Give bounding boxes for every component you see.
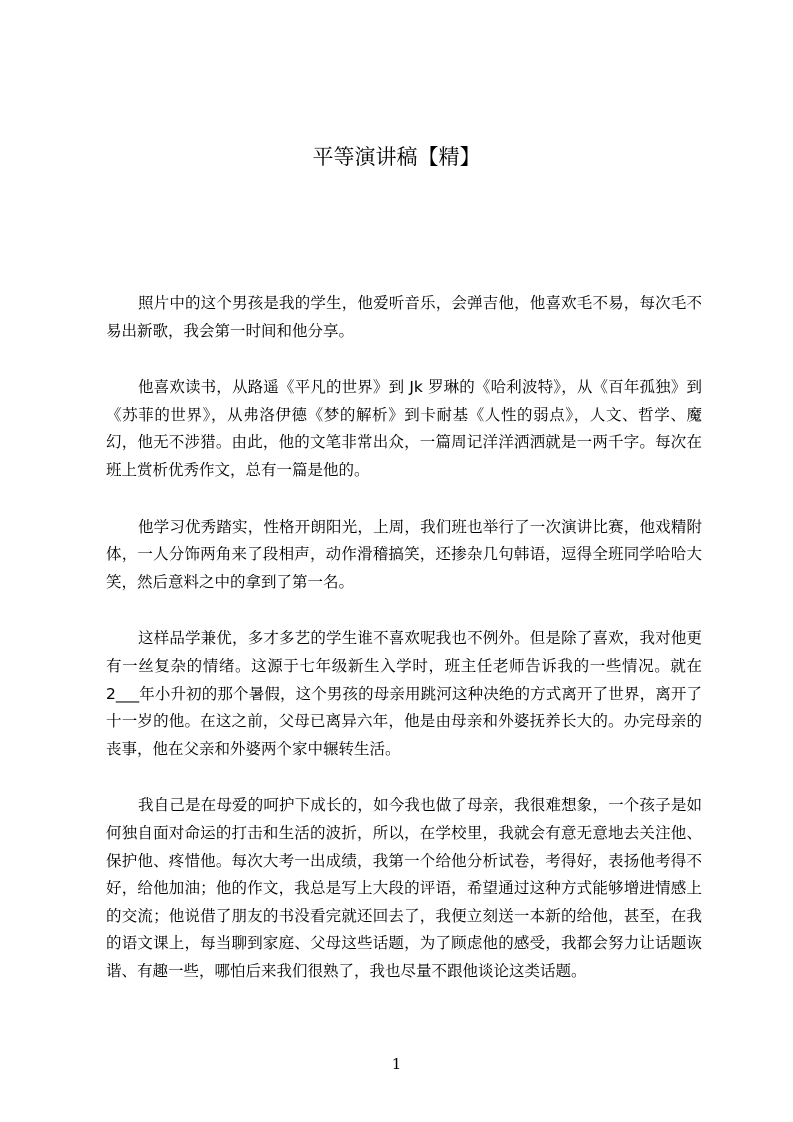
- document-title: 平等演讲稿【精】: [312, 145, 481, 169]
- page-number: 1: [391, 1055, 402, 1073]
- paragraph: 这样品学兼优，多才多艺的学生谁不喜欢呢我也不例外。但是除了喜欢，我对他更有一丝复杂的情绪。这源于七年级新生入学时，班主任老师告诉我的一些情况。就在 2___年小升初的那个暑假，这个男孩的母亲用跳河这种决绝的方式离开了世界，离开了十一岁的他。在这之前，父母已离异六年，他是由母亲和外婆抚养长大的。办完母亲的丧事，他在父亲和外婆两个家中辗转生活。: [106, 629, 702, 758]
- paragraph: 他学习优秀踏实，性格开朗阳光，上周，我们班也举行了一次演讲比赛，他戏精附体，一人分饰两角来了段相声，动作滑稽搞笑，还掺杂几句韩语，逗得全班同学哈哈大笑，然后意料之中的拿到了第一名。: [106, 517, 702, 591]
- paragraph: 他喜欢读书，从路遥《平凡的世界》到 Jk 罗琳的《哈利波特》，从《百年孤独》到《苏菲的世界》，从弗洛伊德《梦的解析》到卡耐基《人性的弱点》，人文、哲学、魔幻，他无不涉猎。由此，他的文笔非常出众，一篇周记洋洋洒洒就是一两千字。每次在班上赏析优秀作文，总有一篇是他的。: [106, 378, 702, 479]
- document-body: [106, 290, 702, 1014]
- paragraph: 我自己是在母爱的呵护下成长的，如今我也做了母亲，我很难想象，一个孩子是如何独自面对命运的打击和生活的波折，所以，在学校里，我就会有意无意地去关注他、保护他、疼惜他。每次大考一出成绩，我第一个给他分析试卷，考得好，表扬他考得不好，给他加油；他的作文，我总是写上大段的评语，希望通过这种方式能够增进情感上的交流；他说借了朋友的书没看完就还回去了，我便立刻送一本新的给他，甚至，在我的语文课上，每当聊到家庭、父母这些话题，为了顾虑他的感受，我都会努力让话题诙谐、有趣一些，哪怕后来我们很熟了，我也尽量不跟他谈论这类话题。: [106, 796, 702, 980]
- paragraph: 照片中的这个男孩是我的学生，他爱听音乐，会弹吉他，他喜欢毛不易，每次毛不易出新歌，我会第一时间和他分享。: [106, 294, 702, 340]
